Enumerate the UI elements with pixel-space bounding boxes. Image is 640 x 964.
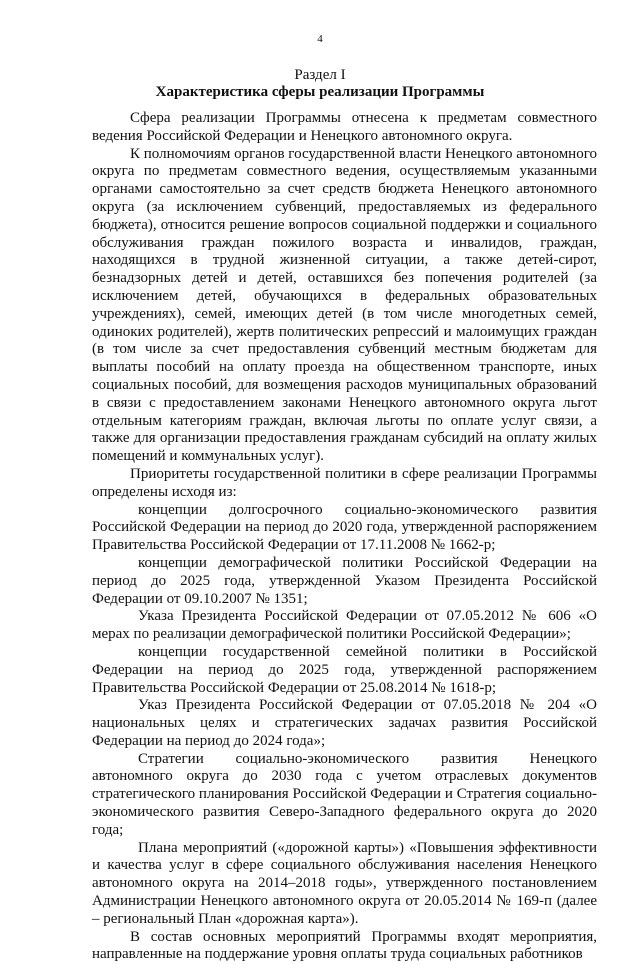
paragraph-powers: К полномочиям органов государственной власти Ненецкого автономного округа по предметам совместного ведения, осуществляемым указанными органами самостоятельно за счет средств бюджета Ненецкого автономного округа (за исключением субвенций, предоставляемых из федерального бюджета), относится решение вопросов социальной поддержки и социального обслуживания граждан пожилого возраста и инвалидов, граждан, находящихся в трудной жизненной ситуации, а также детей-сирот, безнадзорных детей и детей, оставшихся без попечения родителей (за исключением детей, обучающихся в федеральных образовательных учреждениях), семей, имеющих детей (в том числе многодетных семей, одиноких родителей), жертв политических репрессий и малоимущих граждан (в том числе за счет предоставления субвенций местным бюджетам для выплаты пособий на оплату проезда на общественном транспорте, иных социальных пособий, для возмещения расходов муниципальных образований в связи с предоставлением законами Ненецкого автономного округа льгот отдельным категориям граждан, включая льготы по оплате услуг связи, а также для организации предоставления гражданам субсидий на оплату жилых помещений и коммунальных услуг). [92,145,597,465]
paragraph-scope: Сфера реализации Программы отнесена к предметам совместного ведения Российской Федерации и Ненецкого автономного округа. [92,110,597,144]
paragraph-main-activities: В состав основных мероприятий Программы входят мероприятия, направленные на поддержание уровня оплаты труда социальных работников [92,928,597,963]
list-item-demographic-concept: концепции демографической политики Российской Федерации на период до 2025 года, утвержденной Указом Президента Российской Федерации от 09.10.2007 № 1351; [92,554,597,607]
section-title: Характеристика сферы реализации Программы [155,84,485,100]
list-item-decree-204: Указ Президента Российской Федерации от 07.05.2018 № 204 «О национальных целях и стратегических задачах развития Российской Федерации на период до 2024 года»; [92,697,597,749]
list-item-long-term-concept: концепции долгосрочного социально-экономического развития Российской Федерации на период до 2020 года, утвержденной распоряжением Правительства Российской Федерации от 17.11.2008 № 1662-р; [92,501,597,554]
list-item-roadmap-plan: Плана мероприятий («дорожной карты») «Повышения эффективности и качества услуг в сфере социального обслуживания населения Ненецкого автономного округа на 2014–2018 годы», утвержденного постановлением Администрации Ненецкого автономного округа от 20.05.2014 № 169-п (далее – региональный План «дорожная карта»). [92,839,597,927]
page-number: 4 [317,33,323,45]
list-item-decree-606: Указа Президента Российской Федерации от 07.05.2012 № 606 «О мерах по реализации демографической политики Российской Федерации»; [92,608,597,643]
list-item-family-policy-concept: концепции государственной семейной политики в Российской Федерации на период до 2025 года, утвержденной распоряжением Правительства Российской Федерации от 25.08.2014 № 1618-р; [92,643,597,696]
section-label: Раздел I [294,67,346,83]
body-text [92,110,597,964]
paragraph-priorities: Приоритеты государственной политики в сфере реализации Программы определены исходя из: [92,465,597,500]
list-item-development-strategy: Стратегии социально-экономического развития Ненецкого автономного округа до 2030 года с учетом отраслевых документов стратегического планирования Российской Федерации и Стратегия социально-экономического развития Северо-Западного федерального округа до 2020 года; [92,750,597,838]
